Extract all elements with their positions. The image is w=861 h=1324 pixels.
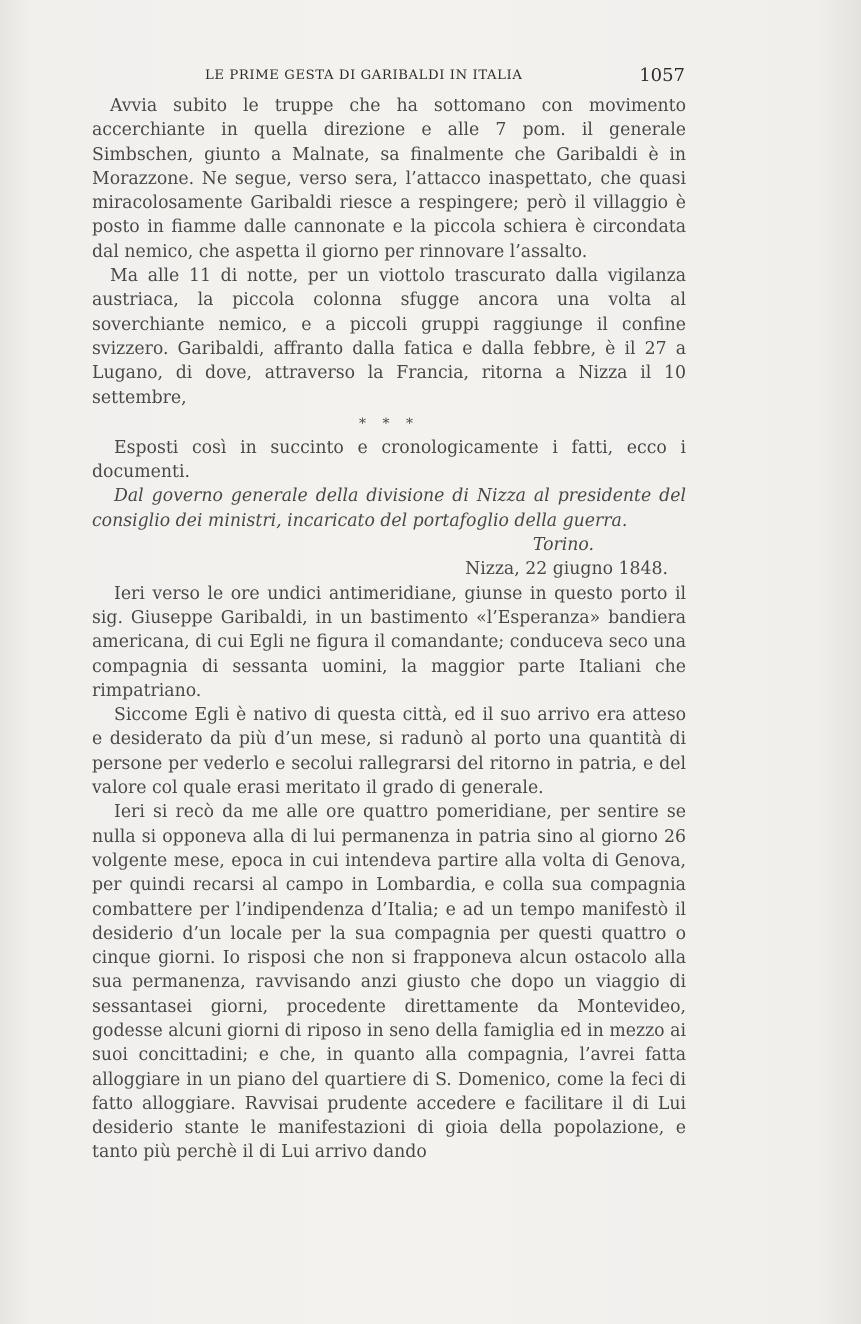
letter-paragraph: Ieri verso le ore undici antimeridiane, giunse in questo porto il sig. Giuseppe Garibaldi, in un bastimento «l’Esperanza» bandiera americana, di cui Egli ne figura il comandante; conduceva seco una compagnia di sessanta uomini, la maggior parte Italiani che rimpatriano. <box>92 583 686 701</box>
paragraph: Ma alle 11 di notte, per un viottolo trascurato dalla vigilanza austriaca, la piccola colonna sfugge ancora una volta al soverchiante nemico, e a piccoli gruppi raggiunge il confine svizzero. Garibaldi, affranto dalla fatica e dalla febbre, è il 27 a Lugano, di dove, attraverso la Francia, ritorna a Nizza il 10 settembre, <box>92 266 686 408</box>
page-number: 1057 <box>639 65 685 86</box>
running-title: LE PRIME GESTA DI GARIBALDI IN ITALIA <box>205 68 523 83</box>
page-body <box>92 94 686 1165</box>
letter-destination: Torino. <box>532 535 594 556</box>
paragraph: Avvia subito le truppe che ha sottomano con movimento accerchiante in quella direzione e alle 7 pom. il generale Simbschen, giunto a Malnate, sa finalmente che Garibaldi è in Morazzone. Ne segue, verso sera, l’attacco inaspettato, che quasi miracolosamente Garibaldi riesce a respingere; però il villaggio è posto in fiamme dalle cannonate e la piccola schiera è circondata dal nemico, che aspetta il giorno per rinnovare l’assalto. <box>92 96 686 262</box>
letter-title: Dal governo generale della divisione di Nizza al presidente del consiglio dei ministri, incaricato del portafoglio della guerra. <box>92 486 686 531</box>
paragraph: Esposti così in succinto e cronologicamente i fatti, ecco i documenti. <box>92 437 686 483</box>
letter-paragraph: Siccome Egli è nativo di questa città, ed il suo arrivo era atteso e desiderato da più d’un mese, si radunò al porto una quantità di persone per vederlo e secolui rallegrarsi del ritorno in patria, e del valore col quale erasi meritato il grado di generale. <box>92 705 686 799</box>
asterism: * * * <box>359 415 419 432</box>
running-header <box>205 65 685 86</box>
letter-paragraph: Ieri si recò da me alle ore quattro pomeridiane, per sentire se nulla si opponeva alla di lui permanenza in patria sino al giorno 26 volgente mese, epoca in cui intendeva partire alla volta di Genova, per quindi recarsi al campo in Lombardia, e colla sua compagnia combattere per l’indipendenza d’Italia; e ad un tempo manifestò il desiderio d’un locale per la sua compagnia per questi quattro o cinque giorni. Io risposi che non si frapponeva alcun ostacolo alla sua permanenza, ravvisando anzi giusto che dopo un viaggio di sessantasei giorni, procedente direttamente da Montevideo, godesse alcuni giorni di riposo in seno della famiglia ed in mezzo ai suoi concittadini; e che, in quanto alla compagnia, l’avrei fatta alloggiare in un piano del quartiere di S. Domenico, come la feci di fatto alloggiare. Ravvisai prudente accedere e facilitare il di Lui desiderio stante le manifestazioni di gioia della popolazione, e tanto più perchè il di Lui arrivo dando <box>92 802 686 1163</box>
letter-dateline: Nizza, 22 giugno 1848. <box>465 559 668 580</box>
